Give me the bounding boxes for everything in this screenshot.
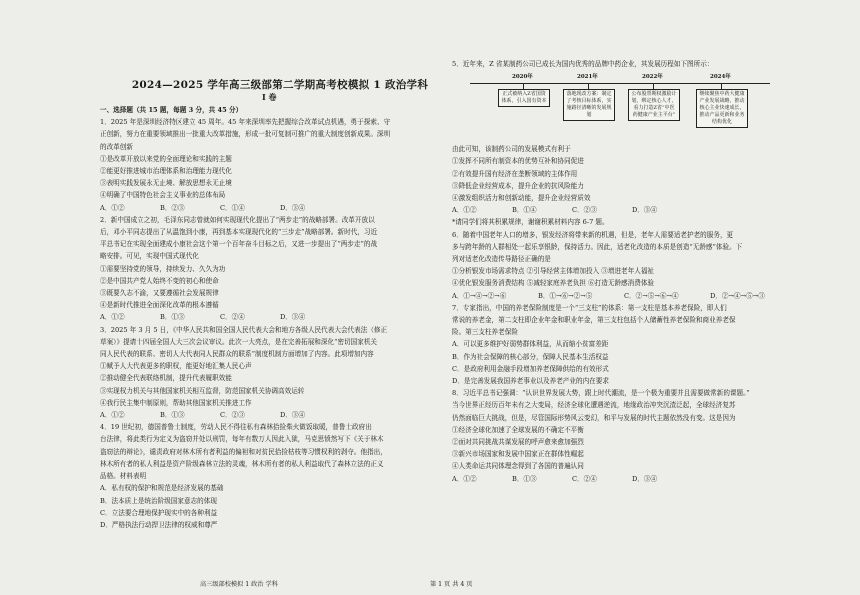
text-line: ③实现权力机关与其他国家机关相互监督，防范国家机关协调高效运转 <box>100 386 305 395</box>
text-line: A．私有权的保护和规范是经济发展的基础 <box>100 484 224 493</box>
timeline-axis <box>470 83 770 84</box>
answer-option: D．③④ <box>632 474 658 483</box>
text-line: 8．习近平总书记强调：“认识世界发展大势，跟上时代潮流，是一个极为重要并且需要做常新的课题。” <box>452 389 750 398</box>
left-column <box>100 104 445 531</box>
text-line: 台法律，将此类行为定义为盗窃并处以刑罚，每年有数万人因此入狱，马克思愤然写下《关于林木 <box>100 435 384 444</box>
footer-left: 高三级部校模拟 1 政治 学科 <box>200 581 278 588</box>
answer-options <box>100 311 445 323</box>
answer-option: C．②→⑤→⑥→④ <box>624 291 679 300</box>
text-line: 盗窃法的辩论》，谴责政府对林木所有者利益的偏袒和对贫民拾捡枯枝等习惯权利的剥夺。他指出， <box>100 447 387 456</box>
text-line: D．严格执法行动捍卫法律的权威和尊严 <box>100 520 218 529</box>
text-line: 的改革创新 <box>100 142 133 151</box>
timeline-year: 2020年 <box>512 74 533 80</box>
text-line: ②推动健全代表联络机制，提升代表履职效能 <box>100 374 232 383</box>
text-line: ②是中国共产党人始终不变的初心和使命 <box>100 276 219 285</box>
footer-page-number: 第 1 页 共 4 页 <box>430 581 473 588</box>
text-line: ④人类命运共同体理念得到了各国的普遍认同 <box>452 462 584 471</box>
answer-option: A．①→④→②→⑥ <box>452 291 507 300</box>
answer-option: A．①② <box>100 411 125 420</box>
text-line: ④明确了中国特色社会主义事业的总体布局 <box>100 191 226 200</box>
text-line: 6．随着中国老年人口的增多，银发经济将带来新的机遇，但是，老年人需要适老护老的服务，更 <box>452 230 734 239</box>
text-line: 3．2025 年 3 月 5 日，《中华人民共和国全国人民代表大会和地方各级人民代表大会代表法（修正 <box>100 325 388 334</box>
answer-options <box>452 290 812 302</box>
text-line: B．作为社会保障的核心部分，保障人民基本生活权益 <box>452 352 609 361</box>
text-line: ②面对共同挑战共谋发展的呼声愈来愈加强烈 <box>452 438 584 447</box>
text-line: ③表明实践发展永无止境、解放思想永无止境 <box>100 179 232 188</box>
answer-options <box>100 202 445 214</box>
text-line: A．可以更多维护好弱势群体利益，从而缩小贫富差距 <box>452 340 609 349</box>
text-line: ②能更好推进城市治理体系和治理能力现代化 <box>100 167 232 176</box>
answer-option: D．②→④→⑤→③ <box>710 291 765 300</box>
answer-option: C．②③ <box>572 206 597 215</box>
text-line: 当今世界正经历百年未有之大变局，经济全球化遭遇逆流，地缘政治冲突沉渣泛起，全球经济复苏 <box>452 401 736 410</box>
text-line: ①赋予人大代表更多的职权，能更好地汇集人民心声 <box>100 362 252 371</box>
answer-option: B．①③ <box>160 313 185 322</box>
volume-label: I 卷 <box>262 92 277 102</box>
timeline-year: 2024年 <box>710 74 731 80</box>
text-line: 2．新中国成立之初，毛泽东同志曾就如何实现现代化提出了“两步走”的战略部署。改革开放以 <box>100 215 375 224</box>
answer-option: C．②④ <box>220 313 245 322</box>
text-line: 同人民代表的联系、密切人大代表同人民群众的联系”制度机制方面增加了内容。此项增加内容 <box>100 350 374 359</box>
answer-option: D．③④ <box>280 313 306 322</box>
text-line: 后，邓小平同志提出了从温饱到小康，再到基本实现现代化的“三步走”战略部署。新时代，习近 <box>100 228 378 237</box>
answer-option: D．③④ <box>632 206 658 215</box>
text-line: ①分析银发市场需求特点 ②引导经营主体增加投入 ③增进老年人福祉 <box>452 267 655 276</box>
text-line: 仍然面临巨大挑战，但是，尽管国际形势风云变幻，和平与发展的时代主题依然没有变。这是因为 <box>452 413 736 422</box>
timeline-event-box: 正式被纳入Z省国资体系，引入国有资本 <box>498 89 550 107</box>
answer-options <box>452 473 812 485</box>
answer-option: D．③④ <box>280 203 306 212</box>
text-line: C．是政府利用金融手段增加养老保障供给的有效形式 <box>452 364 609 373</box>
text-line: ②有效提升国有经济在垄断领域的主体作用 <box>452 169 578 178</box>
answer-option: A．①② <box>452 474 477 483</box>
answer-option: B．②③ <box>160 203 185 212</box>
text-line: 列对适老化改造传导路径正确的是 <box>452 255 551 264</box>
timeline-event-box: 继续聚焦中药大健康产业发展战略，推动核心主业快速成长，推动产品更新和业务结构优化 <box>696 89 748 128</box>
text-line: *请同学们将其积累规律，谢谢积累材料内容 6-7 题。 <box>452 218 609 227</box>
text-line: ①是改革开放以来党的全面理论和实践的主题 <box>100 154 232 163</box>
text-line: 1．2025 年是深圳经济特区建立 45 周年。45 年来深圳率先把握综合改革试点机遇，勇于探索、守 <box>100 118 391 127</box>
text-line: 7．专家指出，中国的养老保险制度是一个“三支柱”的体系：第一支柱是基本养老保险，即人们 <box>452 303 727 312</box>
answer-option: C．②③ <box>220 411 245 420</box>
text-line: ①发挥不同所有制资本的优势互补和协同促进 <box>452 157 584 166</box>
text-line: D．是完善发展我国养老事业以及养老产业的内在要求 <box>452 377 609 386</box>
text-line: ③降低企业经营成本，提升企业的抗风险能力 <box>452 181 584 190</box>
text-line: 平总书记在实现全面建成小康社会这个第一个百年奋斗目标之后，又进一步提出了“两步走”的战 <box>100 240 378 249</box>
answer-option: A．①② <box>100 203 125 212</box>
text-line: 正创新，努力在重要领域推出一批重大改革措施，形成一批可复制可推广的重大制度创新成果。深圳 <box>100 130 391 139</box>
text-line: ④优化银发服务消费结构 ⑤减轻家庭养老负担 ⑥打造无龄感消费体验 <box>452 279 655 288</box>
text-line: ④是新时代推进全面深化改革的根本遵循 <box>100 301 219 310</box>
text-line: 品格。材料表明 <box>100 472 147 481</box>
text-line: 4．19 世纪初，德国普鲁士制度，劳动人民不得往私有森林拾捡柴火做饭取暖，普鲁士政府出 <box>100 423 372 432</box>
answer-option: A．①② <box>100 313 125 322</box>
timeline-year: 2022年 <box>642 74 663 80</box>
text-line: 5．近年来，Z 省某制药公司已成长为国内优秀的品牌中药企业，其发展历程如下图所示： <box>452 60 714 68</box>
timeline-event-box: 落地现改方案：制定了考核目标体系，实施路径清晰的发展规划 <box>563 89 615 121</box>
answer-option: B．①④ <box>512 206 537 215</box>
answer-option: C．②④ <box>572 474 597 483</box>
text-line: 多与跨年龄的人群相处一起乐享银龄，保持活力。因此，适老化改造的本质是创造“无龄感”体验。下 <box>452 242 743 251</box>
answer-option: C．①④ <box>220 203 245 212</box>
answer-options <box>100 409 445 421</box>
text-line: 略安排。可见，实现中国式现代化 <box>100 252 199 261</box>
text-line: 林木所有者的私人利益是资产阶级森林立法的灵魂，林木所有者的私人利益取代了森林立法的正义 <box>100 459 384 468</box>
text-line: ③既要久志不渝，又要遵循社会发展规律 <box>100 289 219 298</box>
timeline-diagram <box>468 72 770 142</box>
text-line: 由此可知，该制药公司的发展模式有利于 <box>452 145 571 154</box>
answer-option: B．①→⑥→②→⑤ <box>538 291 593 300</box>
text-line: ①需要坚持党的领导，持续发力、久久为功 <box>100 264 226 273</box>
text-line: 草案）》提请十四届全国人大三次会议审议。此次一大亮点，是在完善拓展和深化“密切国家机关 <box>100 337 378 346</box>
text-line: ③新兴市场国家和发展中国家正在群体性崛起 <box>452 450 584 459</box>
section-heading: 一、选择题（共 15 题，每题 3 分，共 45 分） <box>100 106 243 114</box>
timeline-event-box: 公布股票期权激励计划，绑定核心人才，看力打造Z省“中医药健康产业主平台” <box>628 89 680 121</box>
text-line: ①经济全球化加速了全球发展的不确定不平衡 <box>452 425 584 434</box>
answer-options <box>452 204 812 216</box>
text-line: ④我行民主集中制原则，帮助其他国家机关推进工作 <box>100 398 252 407</box>
page-title: 2024—2025 学年高三级部第二学期高考校模拟 1 政治学科 <box>131 79 429 91</box>
timeline-year: 2021年 <box>577 74 598 80</box>
answer-option: A．①② <box>452 206 477 215</box>
answer-option: B．①③ <box>512 474 537 483</box>
text-line: 险。第三支柱养老保险 <box>452 328 518 337</box>
text-line: 常说的养老金，第二支柱即企业年金和职业年金，第三支柱包括个人储蓄性养老保险和商业养老保 <box>452 316 736 325</box>
answer-option: B．①③ <box>160 411 185 420</box>
text-line: B．法本质上是统治阶级国家意志的体现 <box>100 496 217 505</box>
text-line: C．立法要合理地保护现实中的各种利益 <box>100 508 218 517</box>
text-line: ④激发组织活力和创新动能，提升企业经营质效 <box>452 194 591 203</box>
answer-option: D．③④ <box>280 411 306 420</box>
